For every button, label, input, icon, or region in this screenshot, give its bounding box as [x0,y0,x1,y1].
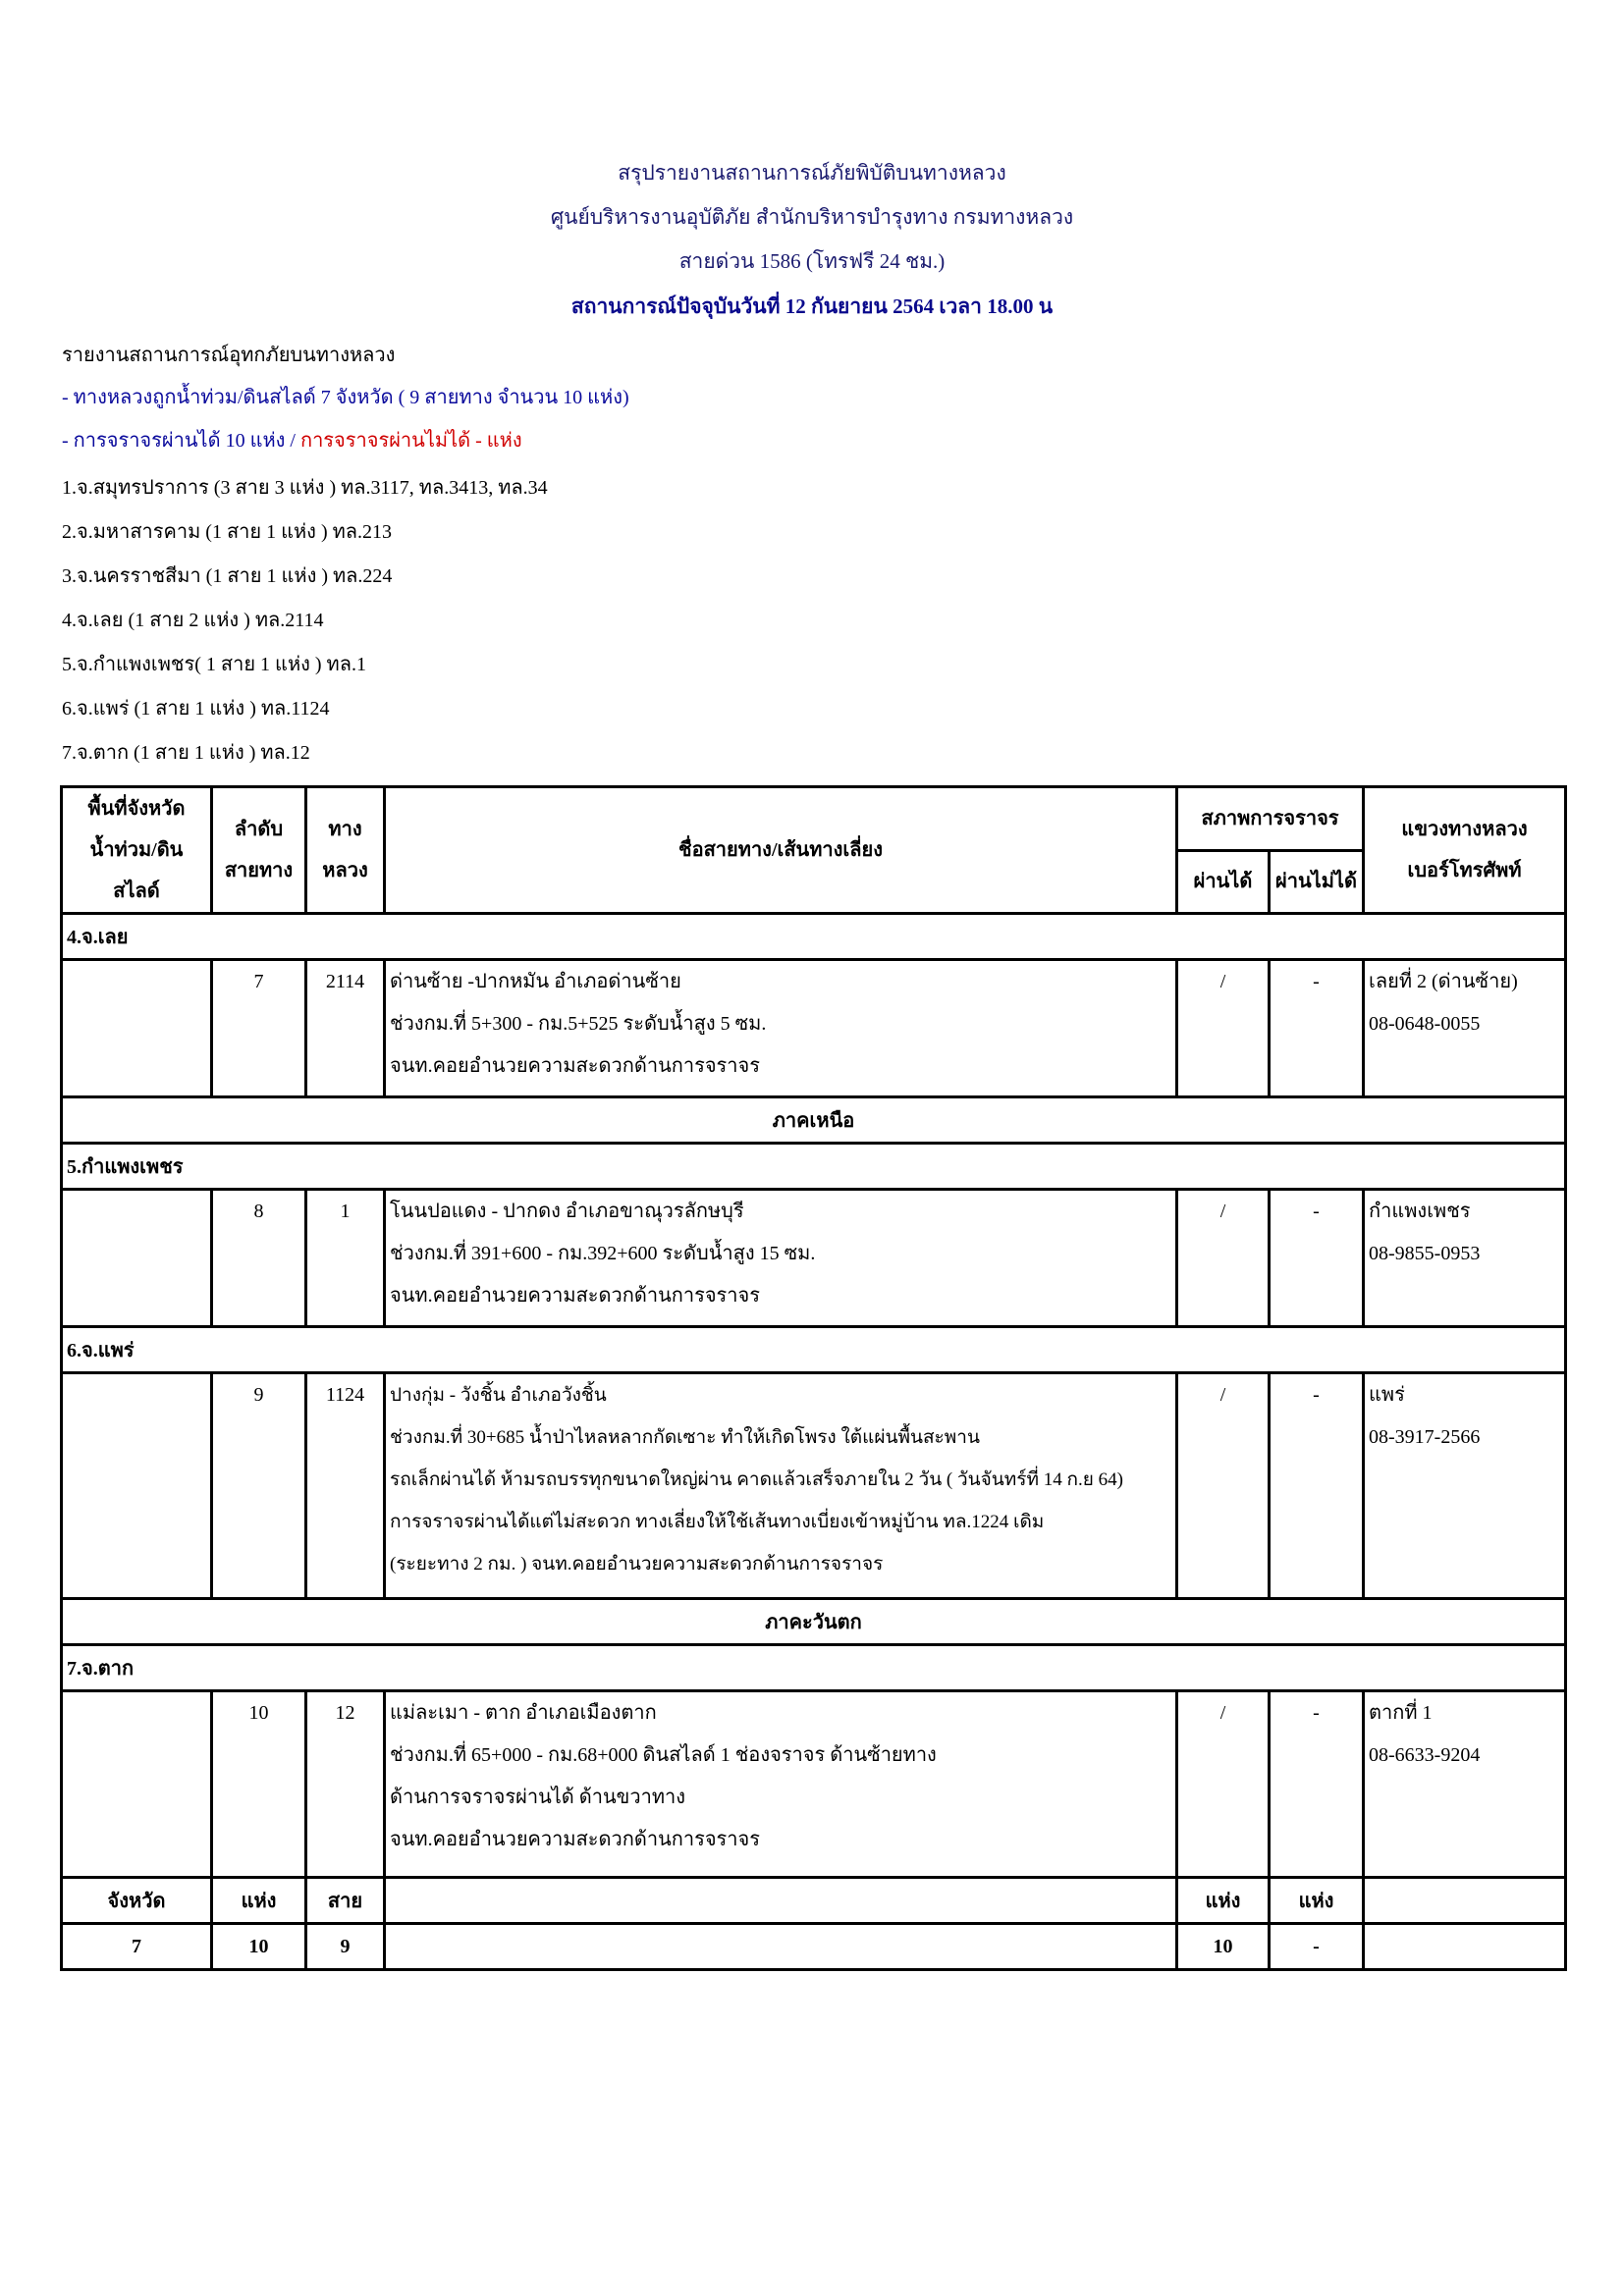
area-cell [62,960,212,1097]
table-row [62,1373,1566,1599]
province-list-item: 2.จ.มหาสารคาม (1 สาย 1 แห่ง ) ทล.213 [62,521,393,543]
total-blank [385,1878,1177,1924]
area-cell [62,1691,212,1878]
header-traffic-status: สภาพการจราจร [1177,787,1364,851]
summary-title: รายงานสถานการณ์อุทกภัยบนทางหลวง [62,345,396,366]
total-province-label: จังหวัด [62,1878,212,1924]
region-row: ภาคเหนือ [62,1097,1566,1144]
impassable-cell: - [1270,1190,1364,1327]
header-impassable: ผ่านไม่ได้ [1270,850,1364,914]
phone-number: 08-3917-2566 [1369,1426,1481,1448]
highway-cell: 1124 [306,1373,385,1599]
office-cell: เลยที่ 2 (ด่านซ้าย) 08-0648-0055 [1364,960,1566,1097]
table-row [62,1190,1566,1327]
report-agency: ศูนย์บริหารงานอุบัติภัย สำนักบริหารบำรุงทาง กรมทางหลวง [550,205,1074,229]
summary-passable: - การจราจรผ่านได้ 10 แห่ง / [62,430,300,452]
table-row [62,960,1566,1097]
seq-cell: 10 [212,1691,306,1878]
total-places-value: 10 [212,1924,306,1970]
highway-cell: 1 [306,1190,385,1327]
phone-number: 08-9855-0953 [1369,1243,1481,1264]
province-row: 5.กำแพงเพชร [62,1144,1566,1190]
flood-report-table [60,785,1567,1971]
total-nopass-value: - [1270,1924,1364,1970]
route-description: โนนปอแดง - ปากดง อำเภอขาณุวรลักษบุรี ช่วงกม.ที่ 391+600 - กม.392+600 ระดับน้ำสูง 15 ซม. จนท.คอยอำนวยความสะดวกด้านการจราจร [385,1190,1177,1327]
impassable-cell: - [1270,1373,1364,1599]
impassable-cell: - [1270,960,1364,1097]
total-blank [385,1924,1177,1970]
province-list-item: 4.จ.เลย (1 สาย 2 แห่ง ) ทล.2114 [62,610,324,631]
province-row: 6.จ.แพร่ [62,1327,1566,1373]
route-description: ปางกุ่ม - วังชิ้น อำเภอวังชิ้น ช่วงกม.ที่ 30+685 น้ำป่าไหลหลากกัดเซาะ ทำให้เกิดโพรง ใต้แผ่นพื้นสะพาน รถเล็กผ่านได้ ห้ามรถบรรทุกขนาดใหญ่ผ่าน คาดแล้วเสร็จภายใน 2 วัน ( วันจันทร์ที่ 14 ก.ย 64) การจราจรผ่านได้แต่ไม่สะดวก ทางเลี่ยงให้ใช้เส้นทางเบี่ยงเข้าหมู่บ้าน ทล.1224 เดิม (ระยะทาง 2 กม. ) จนท.คอยอำนวยความสะดวกด้านการจราจร [385,1373,1177,1599]
office-cell: กำแพงเพชร 08-9855-0953 [1364,1190,1566,1327]
summary-affected: - ทางหลวงถูกน้ำท่วม/ดินสไลด์ 7 จังหวัด ( 9 สายทาง จำนวน 10 แห่ง) [62,387,629,408]
report-hotline: สายด่วน 1586 (โทรฟรี 24 ชม.) [678,249,946,273]
province-row: 4.จ.เลย [62,914,1566,960]
passable-cell: / [1177,960,1270,1097]
summary-traffic [62,424,522,455]
seq-cell: 7 [212,960,306,1097]
province-list-item: 7.จ.ตาก (1 สาย 1 แห่ง ) ทล.12 [62,742,310,764]
totals-value-row [62,1924,1566,1970]
impassable-cell: - [1270,1691,1364,1878]
summary-impassable: การจราจรผ่านไม่ได้ - แห่ง [299,430,522,452]
office-cell: ตากที่ 1 08-6633-9204 [1364,1691,1566,1878]
area-cell [62,1373,212,1599]
header-area: พื้นที่จังหวัด น้ำท่วม/ดินสไลด์ [62,787,212,914]
province-list-item: 1.จ.สมุทรปราการ (3 สาย 3 แห่ง ) ทล.3117, ทล.3413, ทล.34 [62,477,548,499]
total-blank [1364,1924,1566,1970]
total-pass-label: แห่ง [1177,1878,1270,1924]
total-blank [1364,1878,1566,1924]
total-province-value: 7 [62,1924,212,1970]
office-cell: แพร่ 08-3917-2566 [1364,1373,1566,1599]
phone-number: 08-6633-9204 [1369,1744,1481,1766]
route-description: ด่านซ้าย -ปากหมัน อำเภอด่านซ้าย ช่วงกม.ที่ 5+300 - กม.5+525 ระดับน้ำสูง 5 ซม. จนท.คอยอำนวยความสะดวกด้านการจราจร [385,960,1177,1097]
seq-cell: 9 [212,1373,306,1599]
header-seq: ลำดับ สายทาง [212,787,306,914]
total-routes-value: 9 [306,1924,385,1970]
passable-cell: / [1177,1691,1270,1878]
total-nopass-label: แห่ง [1270,1878,1364,1924]
total-pass-value: 10 [1177,1924,1270,1970]
total-routes-label: สาย [306,1878,385,1924]
passable-cell: / [1177,1190,1270,1327]
header-highway: ทาง หลวง [306,787,385,914]
route-description: แม่ละเมา - ตาก อำเภอเมืองตาก ช่วงกม.ที่ 65+000 - กม.68+000 ดินสไลด์ 1 ช่องจราจร ด้านซ้ายทาง ด้านการจราจรผ่านได้ ด้านขวาทาง จนท.คอยอำนวยความสะดวกด้านการจราจร [385,1691,1177,1878]
header-office: แขวงทางหลวง เบอร์โทรศัพท์ [1364,787,1566,914]
province-list-item: 5.จ.กำแพงเพชร( 1 สาย 1 แห่ง ) ทล.1 [62,654,366,675]
phone-number: 08-0648-0055 [1369,1013,1481,1035]
region-row: ภาคะวันตก [62,1599,1566,1645]
seq-cell: 8 [212,1190,306,1327]
table-row [62,1691,1566,1878]
header-passable: ผ่านได้ [1177,850,1270,914]
header-route: ชื่อสายทาง/เส้นทางเลี่ยง [385,787,1177,914]
highway-cell: 12 [306,1691,385,1878]
total-places-label: แห่ง [212,1878,306,1924]
province-list-item: 6.จ.แพร่ (1 สาย 1 แห่ง ) ทล.1124 [62,698,330,720]
report-title: สรุปรายงานสถานการณ์ภัยพิบัติบนทางหลวง [618,161,1006,185]
passable-cell: / [1177,1373,1270,1599]
report-date: สถานการณ์ปัจจุบันวันที่ 12 กันยายน 2564 เวลา 18.00 น [570,294,1054,318]
area-cell [62,1190,212,1327]
province-row: 7.จ.ตาก [62,1645,1566,1691]
highway-cell: 2114 [306,960,385,1097]
province-list-item: 3.จ.นครราชสีมา (1 สาย 1 แห่ง ) ทล.224 [62,565,393,587]
totals-label-row [62,1878,1566,1924]
